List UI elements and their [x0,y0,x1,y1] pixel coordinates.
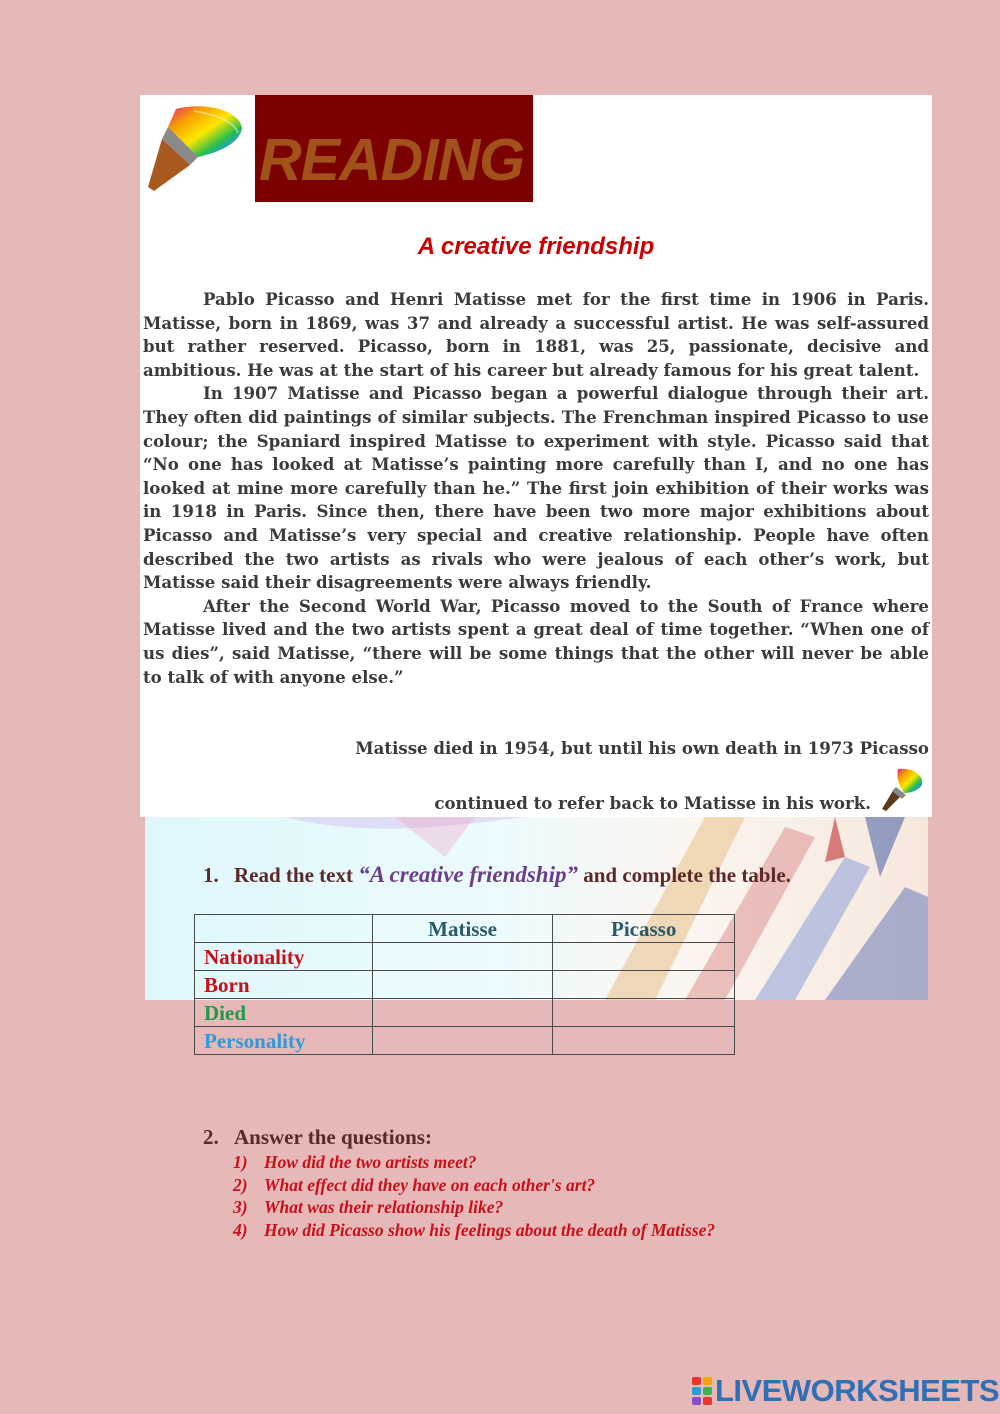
question-number: 4) [233,1220,248,1241]
reading-title: READING [259,127,525,193]
table-header-picasso: Picasso [553,915,735,943]
liveworksheets-logo [692,1373,999,1409]
liveworksheets-brand: LIVEWORKSHEETS [715,1373,1000,1408]
question-text: What effect did they have on each other's art? [264,1174,596,1195]
exercise-1-number: 1. [203,863,219,887]
answer-cell-picasso-nationality[interactable] [553,943,735,971]
table-row [195,999,735,1027]
exercise-2-instruction [203,1125,432,1150]
row-label-died: Died [195,999,373,1027]
question-item [233,1151,715,1174]
exercise-1-text-end: and complete the table. [578,863,791,887]
question-item [233,1219,715,1242]
answer-cell-picasso-born[interactable] [553,971,735,999]
question-text: How did the two artists meet? [264,1152,477,1172]
liveworksheets-logo-icon [692,1377,712,1405]
question-item [233,1174,715,1197]
table-header-row [195,915,735,943]
answer-cell-matisse-died[interactable] [372,999,553,1027]
article-body [143,288,929,689]
question-text: How did Picasso show his feelings about the death of Matisse? [264,1220,716,1241]
question-list [233,1151,715,1242]
paintbrush-icon [146,101,246,193]
comparison-table [194,914,735,1055]
reading-title-banner [255,95,533,202]
article-title: A creative friendship [417,233,655,260]
row-label-personality: Personality [195,1027,373,1055]
table-header-matisse: Matisse [372,915,553,943]
article-closing-line: continued to refer back to Matisse in his work. [434,793,871,813]
question-number: 1) [233,1152,248,1172]
article-paragraph: In 1907 Matisse and Picasso began a powerful dialogue through their art. They often did paintings of similar subjects. The Frenchman inspired Picasso to use colour; the Spaniard inspired Matisse to experiment with style. Picasso said that “No one has looked at Matisse’s painting more carefully than I, and no one has looked at mine more carefully than he.” The first join exhibition of their works was in 1918 in Paris. Since then, there have been two more major exhibitions about Picasso and Matisse’s very special and creative relationship. People have often described the two artists as rivals who were jealous of each other’s work, but Matisse said their disagreements were always friendly. [143,383,929,593]
exercise-1-title-ref: “A creative friendship” [358,862,578,887]
article-paragraph: After the Second World War, Picasso moved to the South of France where Matisse lived and the two artists spent a great deal of time together. “When one of us dies”, said Matisse, “there will be some things that the other will never be able to talk of with anyone else.” [143,595,929,687]
exercise-2-text: Answer the questions: [234,1125,432,1149]
table-row [195,1027,735,1055]
reading-card [140,95,932,817]
table-header-cell [195,915,373,943]
answer-cell-picasso-died[interactable] [553,999,735,1027]
exercise-1-instruction [203,862,791,888]
table-row [195,943,735,971]
article-paragraph: Pablo Picasso and Henri Matisse met for the first time in 1906 in Paris. Matisse, born in 1869, was 37 and already a successful artist. He was self-assured but rather reserved. Picasso, born in 1881, was 25, passionate, decisive and ambitious. He was at the start of his career but already famous for his great talent. [143,289,929,380]
answer-cell-matisse-personality[interactable] [372,1027,553,1055]
answer-cell-matisse-nationality[interactable] [372,943,553,971]
question-item [233,1196,715,1219]
question-number: 3) [233,1197,248,1218]
row-label-born: Born [195,971,373,999]
answer-cell-matisse-born[interactable] [372,971,553,999]
article-closing-line: Matisse died in 1954, but until his own death in 1973 Picasso [355,738,929,758]
small-paintbrush-icon [878,765,926,813]
question-text: What was their relationship like? [264,1197,504,1218]
row-label-nationality: Nationality [195,943,373,971]
answer-cell-picasso-personality[interactable] [553,1027,735,1055]
question-number: 2) [233,1174,248,1195]
exercise-2-number: 2. [203,1125,219,1149]
exercise-1-text: Read the text [234,863,359,887]
table-row [195,971,735,999]
